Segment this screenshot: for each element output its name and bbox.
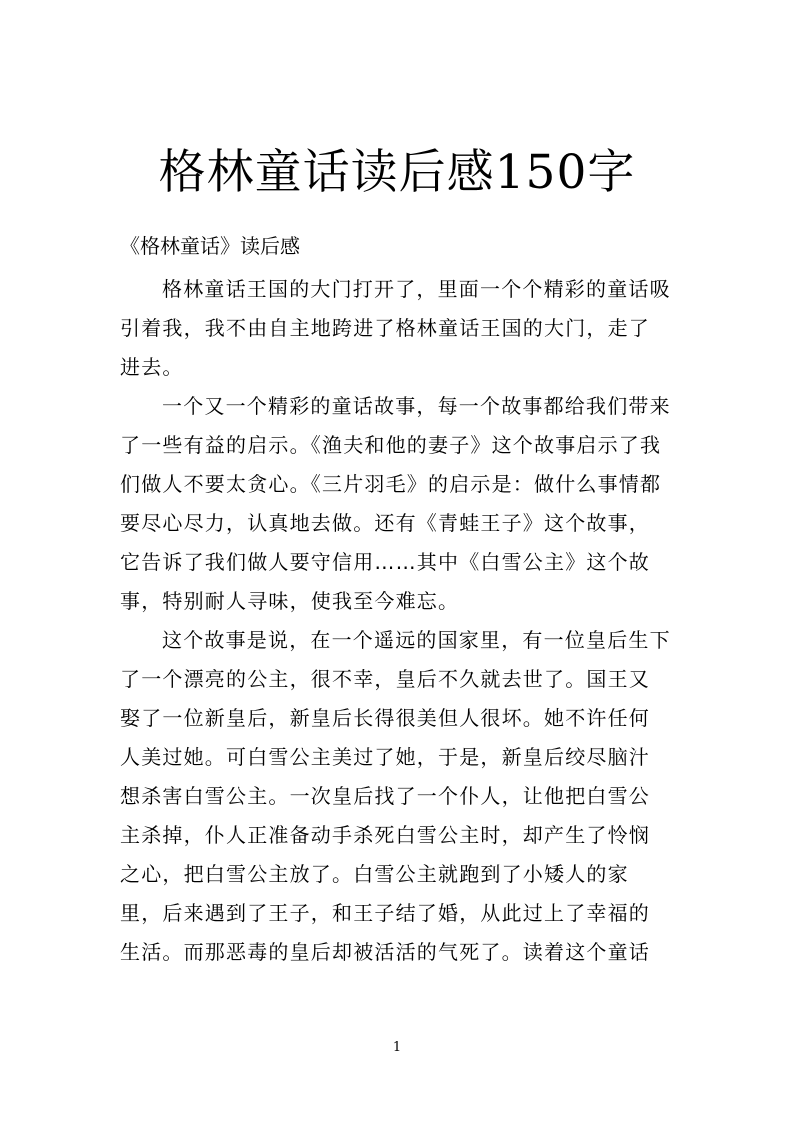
paragraph-3-line-3: 娶了一位新皇后，新皇后长得很美但人很坏。她不许任何 (120, 706, 650, 730)
paragraph-2-line-6: 事，特别耐人寻味，使我至今难忘。 (120, 589, 460, 613)
paragraph-2-line-1: 一个又一个精彩的童话故事，每一个故事都给我们带来 (162, 394, 671, 418)
paragraph-1-line-2: 引着我，我不由自主地跨进了格林童话王国的大门，走了 (120, 316, 650, 340)
document-subtitle: 《格林童话》读后感 (120, 234, 300, 258)
paragraph-2-line-3: 们做人不要太贪心。《三片羽毛》的启示是：做什么事情都 (120, 472, 662, 496)
paragraph-3-line-4: 人美过她。可白雪公主美过了她，于是，新皇后绞尽脑汁 (120, 745, 650, 769)
paragraph-3-line-5: 想杀害白雪公主。一次皇后找了一个仆人，让他把白雪公 (120, 784, 650, 808)
paragraph-3-line-7: 之心，把白雪公主放了。白雪公主就跑到了小矮人的家 (120, 862, 629, 886)
paragraph-2-line-5: 它告诉了我们做人要守信用……其中《白雪公主》这个故 (120, 550, 650, 574)
paragraph-3-line-6: 主杀掉，仆人正准备动手杀死白雪公主时，却产生了怜悯 (120, 823, 650, 847)
paragraph-1-line-3: 进去。 (120, 355, 184, 379)
paragraph-2-line-2: 了一些有益的启示。《渔夫和他的妻子》这个故事启示了我 (120, 433, 662, 457)
paragraph-3-line-9: 生活。而那恶毒的皇后却被活活的气死了。读着这个童话 (120, 940, 650, 964)
paragraph-3-line-1: 这个故事是说，在一个遥远的国家里，有一位皇后生下 (162, 628, 671, 652)
paragraph-2-line-4: 要尽心尽力，认真地去做。还有《青蛙王子》这个故事， (120, 511, 650, 535)
page-number: 1 (392, 1040, 402, 1055)
paragraph-3-line-2: 了一个漂亮的公主，很不幸，皇后不久就去世了。国王又 (120, 667, 650, 691)
document-title: 格林童话读后感150字 (158, 145, 636, 200)
paragraph-3-line-8: 里，后来遇到了王子，和王子结了婚，从此过上了幸福的 (120, 901, 650, 925)
paragraph-1-line-1: 格林童话王国的大门打开了，里面一个个精彩的童话吸 (162, 277, 671, 301)
